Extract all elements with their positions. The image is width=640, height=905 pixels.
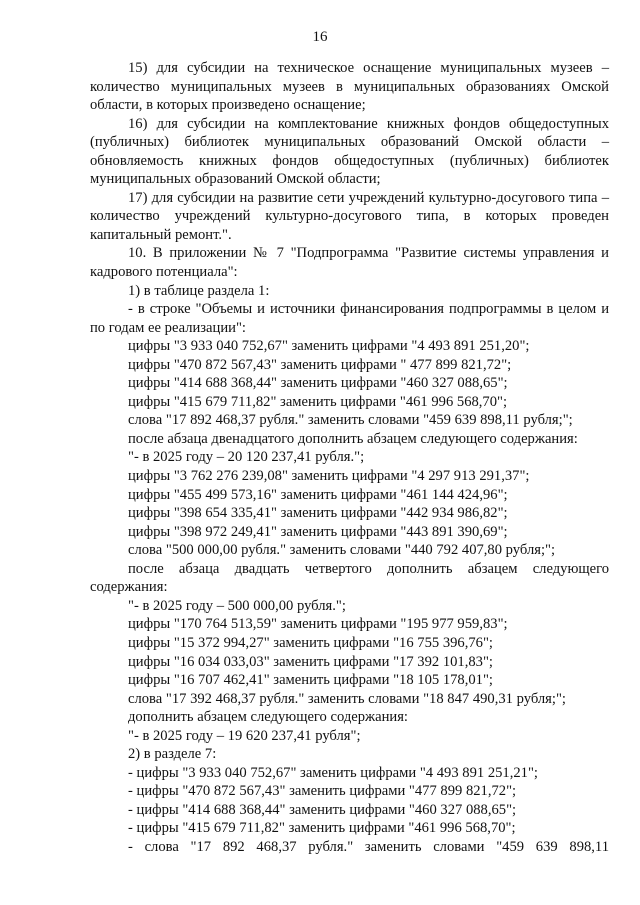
paragraph-replace-15: слова "17 392 468,37 рубля." заменить словами "18 847 490,31 рубля;";	[128, 690, 566, 707]
paragraph-add-abzac: дополнить абзацем следующего содержания:	[128, 709, 408, 726]
paragraph-replace-1: цифры "3 933 040 752,67" заменить цифрами "4 493 891 251,20";	[128, 338, 530, 355]
paragraph-replace-10: слова "500 000,00 рубля." заменить словами "440 792 407,80 рубля;";	[128, 542, 556, 559]
paragraph-replace-13: цифры "16 034 033,03" заменить цифрами "17 392 101,83";	[128, 653, 493, 670]
paragraph-replace-7: цифры "455 499 573,16" заменить цифрами "461 144 424,96";	[128, 486, 508, 503]
paragraph-section7-replace-1: - цифры "3 933 040 752,67" заменить цифрами "4 493 891 251,21";	[128, 764, 538, 781]
paragraph-insert-2025-a: "- в 2025 году – 20 120 237,41 рубля.";	[128, 449, 365, 466]
page-number: 16	[312, 29, 328, 45]
paragraph-section7-replace-3: - цифры "414 688 368,44" заменить цифрами "460 327 088,65";	[128, 801, 517, 818]
paragraph-section7-replace-2: - цифры "470 872 567,43" заменить цифрами "477 899 821,72";	[128, 783, 517, 800]
paragraph-table-section-1: 1) в таблице раздела 1:	[128, 282, 270, 299]
paragraph-section7-replace-5: - слова "17 892 468,37 рубля." заменить словами "459 639 898,11	[128, 838, 609, 855]
paragraph-replace-5: слова "17 892 468,37 рубля." заменить словами "459 639 898,11 рубля;";	[128, 412, 573, 429]
paragraph-16: 16) для субсидии на комплектование книжных фондов общедоступных (публичных) библиотек муниципальных образований Омской области – обновляемость книжных фондов общедоступных (публичных) библиотек муниципальных образований Омской области;	[90, 115, 609, 188]
paragraph-after-twenty-fourth: после абзаца двадцать четвертого дополнить абзацем следующего содержания:	[90, 560, 609, 596]
paragraph-financing-row: - в строке "Объемы и источники финансирования подпрограммы в целом и по годам ее реализации":	[90, 301, 609, 336]
paragraph-section7-replace-4: - цифры "415 679 711,82" заменить цифрами "461 996 568,70";	[128, 820, 516, 837]
paragraph-section-7: 2) в разделе 7:	[128, 746, 217, 763]
document-body	[90, 59, 609, 857]
paragraph-insert-2025-c: "- в 2025 году – 19 620 237,41 рубля";	[128, 727, 361, 744]
paragraph-10-heading: 10. В приложении № 7 "Подпрограмма "Развитие системы управления и кадрового потенциала":	[90, 245, 609, 281]
paragraph-replace-6: цифры "3 762 276 239,08" заменить цифрами "4 297 913 291,37";	[128, 468, 530, 485]
paragraph-15: 15) для субсидии на техническое оснащение муниципальных музеев – количество муниципальных музеев в муниципальных образованиях Омской области, в которых произведено оснащение;	[90, 60, 609, 114]
paragraph-replace-12: цифры "15 372 994,27" заменить цифрами "16 755 396,76";	[128, 634, 493, 651]
paragraph-17: 17) для субсидии на развитие сети учреждений культурно-досугового типа – количество учреждений культурно-досугового типа, в которых проведен капитальный ремонт.".	[90, 189, 609, 243]
paragraph-after-twelfth: после абзаца двенадцатого дополнить абзацем следующего содержания:	[128, 430, 578, 447]
paragraph-replace-14: цифры "16 707 462,41" заменить цифрами "18 105 178,01";	[128, 672, 493, 689]
paragraph-insert-2025-b: "- в 2025 году – 500 000,00 рубля.";	[128, 597, 346, 614]
paragraph-replace-8: цифры "398 654 335,41" заменить цифрами "442 934 986,82";	[128, 505, 508, 522]
paragraph-replace-11: цифры "170 764 513,59" заменить цифрами "195 977 959,83";	[128, 616, 508, 633]
paragraph-replace-4: цифры "415 679 711,82" заменить цифрами "461 996 568,70";	[128, 393, 508, 410]
paragraph-replace-9: цифры "398 972 249,41" заменить цифрами "443 891 390,69";	[128, 523, 508, 540]
paragraph-replace-2: цифры "470 872 567,43" заменить цифрами " 477 899 821,72";	[128, 356, 512, 373]
paragraph-replace-3: цифры "414 688 368,44" заменить цифрами "460 327 088,65";	[128, 375, 508, 392]
